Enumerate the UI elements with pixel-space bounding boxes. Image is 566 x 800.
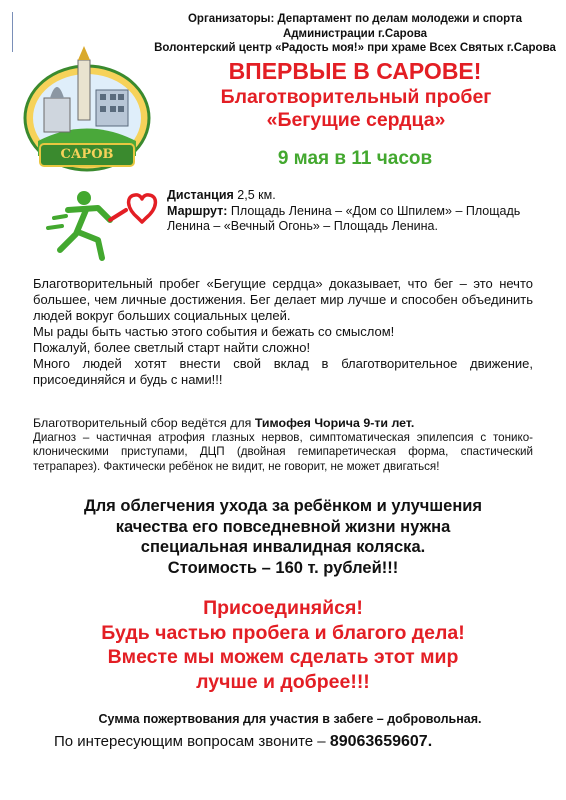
fundraiser-text bbox=[33, 416, 533, 474]
need-line: качества его повседневной жизни нужна bbox=[115, 517, 451, 536]
distance-row bbox=[167, 188, 537, 204]
beneficiary-name: Тимофея Чорича 9-ти лет bbox=[254, 416, 411, 430]
sarov-city-logo bbox=[18, 46, 156, 178]
contact-text: По интересующим вопросам звоните – bbox=[54, 733, 330, 750]
distance-label: Дистанция bbox=[167, 188, 234, 202]
route-row bbox=[167, 204, 537, 235]
organizers-header bbox=[150, 12, 560, 56]
event-details bbox=[167, 188, 537, 235]
fundraiser-intro-text: Благотворительный сбор ведётся для bbox=[33, 416, 255, 430]
organizers-line-2: Волонтерский центр «Радость моя!» при храме Всех Святых г.Сарова bbox=[154, 42, 556, 54]
running-heart-icon bbox=[40, 188, 160, 263]
event-date-time: 9 мая в 11 часов bbox=[277, 148, 433, 169]
need-block bbox=[20, 496, 546, 578]
organizers-line-1: Организаторы: Департамент по делам молодежи и спорта Администрации г.Сарова bbox=[187, 13, 523, 40]
event-title-line-1: Благотворительный пробег bbox=[220, 86, 492, 108]
about-text bbox=[33, 276, 533, 388]
call-to-action-block bbox=[20, 596, 546, 694]
about-paragraph: Много людей хотят внести свой вклад в благотворительное движение, присоединяйся и будь с нами!!! bbox=[33, 356, 533, 387]
donation-note: Сумма пожертвования для участия в забеге – добровольная. bbox=[98, 712, 482, 726]
need-cost: Стоимость – 160 т. рублей!!! bbox=[167, 558, 399, 577]
phone-number: 89063659607. bbox=[329, 733, 433, 750]
contact-line bbox=[54, 732, 534, 752]
fundraiser-intro bbox=[33, 416, 533, 431]
cta-line: Вместе мы можем сделать этот мир bbox=[107, 646, 459, 668]
route-value: Площадь Ленина – «Дом со Шпилем» – Площадь Ленина – «Вечный Огонь» – Площадь Ленина. bbox=[167, 203, 521, 233]
diagnosis-text: Диагноз – частичная атрофия глазных нервов, симптоматическая эпилепсия с тонико-клоническими приступами, ДЦП (двойная гемипаретическая форма, спастический тетрапарез). Фактически ребёнок не видит, не говорит, не может двигаться! bbox=[33, 430, 533, 473]
about-paragraph: Мы рады быть частью этого события и бежать со смыслом! bbox=[33, 324, 395, 339]
cta-line: лучше и добрее!!! bbox=[196, 670, 370, 693]
need-line: Для облегчения ухода за ребёнком и улучшения bbox=[83, 497, 483, 515]
event-title-line-2: «Бегущие сердца» bbox=[266, 109, 446, 131]
cta-line: Будь частью пробега и благого дела! bbox=[101, 621, 465, 644]
logo-city-label: САРОВ bbox=[60, 147, 114, 162]
about-paragraph: Пожалуй, более светлый старт найти сложно! bbox=[33, 340, 311, 355]
cta-line: Присоединяйся! bbox=[203, 597, 363, 619]
about-paragraph: Благотворительный пробег «Бегущие сердца» доказывает, что бег – это нечто большее, чем личные достижения. Бег делает мир лучше и способен объединить людей вокруг больших социальных целей. bbox=[33, 276, 533, 323]
route-label: Маршрут: bbox=[167, 203, 228, 218]
need-line: специальная инвалидная коляска. bbox=[140, 538, 426, 556]
first-time-headline: ВПЕРВЫЕ В САРОВЕ! bbox=[228, 58, 482, 84]
fundraiser-intro-end: . bbox=[410, 416, 415, 430]
distance-value: 2,5 км. bbox=[233, 188, 276, 202]
event-title bbox=[172, 86, 540, 132]
page-edge-mark bbox=[12, 12, 13, 52]
